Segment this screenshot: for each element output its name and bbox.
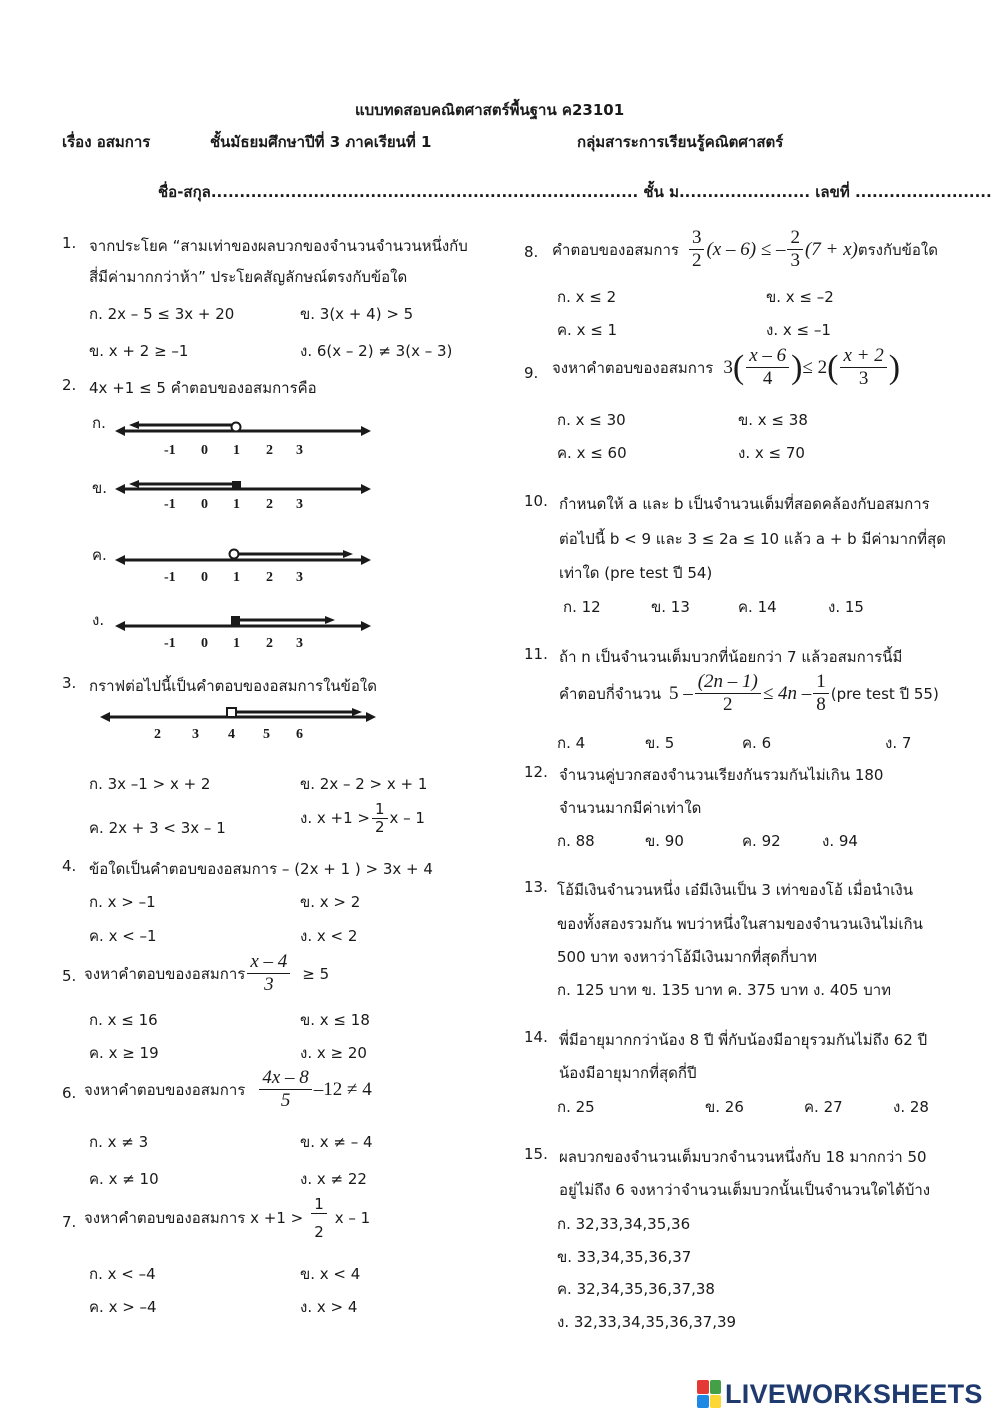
choice-a[interactable]: ก. 3x –1 > x + 2 [89,775,211,793]
tick-label: 4 [228,727,235,742]
choice-a[interactable]: ก. x < –4 [89,1265,156,1283]
choice-b[interactable]: ข. x ≠ – 4 [300,1133,373,1151]
number-line-d[interactable] [115,614,375,648]
question-number: 5. [62,967,77,985]
fraction [787,228,803,272]
choice-c[interactable]: ค. 92 [742,832,781,850]
question-text-part: 5 – [668,682,693,704]
question-text: สี่มีค่ามากกว่าห้า” ประโยคสัญลักษณ์ตรงกับข้อใด [89,268,408,286]
question-number: 14. [524,1028,548,1046]
tick-label: 2 [266,443,273,458]
choice-b[interactable]: ข. 3(x + 4) > 5 [300,305,414,323]
fraction [372,801,388,836]
fraction-numerator: x – 4 [247,952,290,974]
choice-a[interactable]: ก. 25 [557,1098,595,1116]
tick-label: 2 [266,570,273,585]
question-text-part: (x – 6) ≤ – [706,238,786,260]
choice-b[interactable]: ข. x < 4 [300,1265,361,1283]
tick-label: -1 [164,570,176,585]
choice-d[interactable]: ง. x ≥ 20 [300,1044,367,1062]
choice-text: x – 1 [389,809,425,828]
tick-label: 1 [233,570,240,585]
question-number: 12. [524,763,548,781]
choice-d[interactable]: ง. 6(x – 2) ≠ 3(x – 3) [300,342,453,360]
question-number: 13. [524,878,548,896]
tick-label: 0 [201,570,208,585]
tick-label: 3 [296,570,303,585]
question-number: 6. [62,1084,77,1102]
question-text-part: จงหาคำตอบของอสมการ [84,964,246,983]
choice-d[interactable]: ง. x ≤ 70 [738,444,805,462]
question-text-part: ≤ 2 [802,356,828,378]
question-text-part: จงหาคำตอบของอสมการ x +1 > [84,1209,304,1228]
coefficient: 3 [723,356,733,378]
choice-c[interactable]: ค. 32,34,35,36,37,38 [557,1280,715,1298]
question-text: จำนวนมากมีค่าเท่าใด [559,799,702,817]
question-text: ถ้า n เป็นจำนวนเต็มบวกที่น้อยกว่า 7 แล้วอสมการนี้มี [559,648,903,666]
fraction [247,952,290,996]
fraction-denominator: 2 [314,1222,324,1241]
tick-label: 5 [263,727,270,742]
question-number: 11. [524,645,548,663]
fraction [695,672,761,716]
fraction-numerator: (2n – 1) [695,672,761,694]
question-text: จงหาคำตอบของอสมการ 3 ( $\frac{x - 6}{4}$ ) ≤ 2 ( $\frac{x + 2}{3}$ ) [552,345,901,389]
question-text [559,672,939,716]
fraction-denominator: 3 [264,973,274,995]
choice-b[interactable]: ข. x > 2 [300,893,361,911]
choice-d[interactable]: ง. x ≠ 22 [300,1170,367,1188]
question-number: 15. [524,1145,548,1163]
fraction-denominator: 5 [280,1089,291,1111]
question-text-part: (pre test ปี 55) [830,684,939,703]
choice-b[interactable]: ข. 13 [651,598,690,616]
fraction [813,672,829,716]
choice-c[interactable]: ข. x + 2 ≥ –1 [89,342,189,360]
question-number: 7. [62,1213,77,1231]
question-text: กำหนดให้ a และ b เป็นจำนวนเต็มที่สอดคล้องกับอสมการ [559,495,930,513]
question-text-part: ≥ 5 [302,964,330,983]
choice-c[interactable]: ค. 14 [738,598,777,616]
tick-label: 0 [201,443,208,458]
number-line-b[interactable] [115,478,375,512]
choice-b[interactable]: ข. x ≤ 18 [300,1011,370,1029]
fraction-numerator: 4x – 8 [259,1068,311,1090]
question-text-part: จงหาคำตอบของอสมการ [552,358,714,377]
logo-text: LIVEWORKSHEETS [725,1378,983,1409]
question-text: จำนวนคู่บวกสองจำนวนเรียงกันรวมกันไม่เกิน 180 [559,766,884,784]
choice-c[interactable]: ค. x ≠ 10 [89,1170,159,1188]
tick-label: 3 [296,443,303,458]
question-text: 4x +1 ≤ 5 คำตอบของอสมการคือ [89,379,317,397]
question-text [552,228,938,272]
number-line-a[interactable] [115,418,375,466]
fraction-numerator: x + 2 [840,346,886,368]
choice-c[interactable]: ค. 27 [804,1098,843,1116]
grade-label: ชั้นมัธยมศึกษาปีที่ 3 ภาคเรียนที่ 1 [210,133,432,151]
fraction-numerator: 2 [787,228,803,250]
choice-a[interactable]: ก. x ≠ 3 [89,1133,149,1151]
choice-a[interactable]: ก. 12 [563,598,601,616]
number-line-graphic [100,705,380,735]
question-number: 1. [62,234,77,252]
choice-d[interactable]: ง. x < 2 [300,927,358,945]
fraction-denominator: 2 [374,817,385,836]
choice-d[interactable]: ง. 7 [885,734,912,752]
tick-label: 3 [296,636,303,651]
fraction-numerator: 1 [372,801,388,819]
question-text: จากประโยค “สามเท่าของผลบวกของจำนวนจำนวนหนึ่งกับ [89,237,468,255]
choice-d[interactable]: ง. 15 [828,598,864,616]
number-line-graphic [115,478,375,508]
liveworksheets-logo[interactable] [697,1378,983,1410]
choice-d[interactable]: ง. x > 4 [300,1298,358,1316]
tick-label: 1 [233,636,240,651]
choice-c[interactable]: ค. x ≥ 19 [89,1044,159,1062]
choice-d-label[interactable]: ง. [92,611,105,629]
fraction [689,228,705,272]
logo-icon [697,1380,721,1408]
tick-label: -1 [164,443,176,458]
choice-c[interactable]: ค. x > –4 [89,1298,157,1316]
tick-label: 3 [296,497,303,512]
choice-b[interactable]: ข. 2x – 2 > x + 1 [300,775,428,793]
question-number: 9. [524,364,539,382]
choice-a[interactable]: ก. 4 [557,734,586,752]
number-line-graphic [115,548,375,578]
question-text [84,952,329,996]
question-text-part: x – 1 [334,1209,371,1228]
question-text-part: คำตอบกี่จำนวน [559,684,661,703]
question-text-part: ≤ 4n – [762,682,812,704]
fraction [259,1068,311,1112]
choice-d[interactable]: ง. 28 [893,1098,929,1116]
choice-c[interactable]: ค. 6 [742,734,772,752]
choice-a[interactable]: ก. x ≤ 30 [557,411,626,429]
question-text: อยู่ไม่ถึง 6 จงหาว่าจำนวนเต็มบวกนั้นเป็นจำนวนใดได้บ้าง [559,1181,931,1199]
fraction-numerator: 1 [813,672,829,694]
fraction-numerator: x – 6 [746,346,789,368]
tick-label: 3 [192,727,199,742]
question-text: ผลบวกของจำนวนเต็มบวกจำนวนหนึ่งกับ 18 มากกว่า 50 [559,1148,927,1166]
tick-label: 1 [233,443,240,458]
fraction [840,346,886,390]
question-text: น้องมีอายุมากที่สุดกี่ปี [559,1064,697,1082]
question-number: 10. [524,492,548,510]
choice-a[interactable]: ก. x > –1 [89,893,156,911]
choice-a[interactable]: ก. x ≤ 16 [89,1011,158,1029]
question-number: 3. [62,674,77,692]
tick-label: 2 [154,727,161,742]
fraction-denominator: 2 [723,693,733,715]
question-text-part: ตรงกับข้อใด [857,240,938,259]
choice-d[interactable]: ง. 32,33,34,35,36,37,39 [557,1313,737,1331]
choice-c[interactable]: ค. x ≤ 60 [557,444,627,462]
choice-b[interactable]: ข. 33,34,35,36,37 [557,1248,692,1266]
subject-group-label: กลุ่มสาระการเรียนรู้คณิตศาสตร์ [577,133,784,151]
question-text [84,1068,372,1112]
tick-label: -1 [164,497,176,512]
choice-a[interactable]: ก. 88 [557,832,595,850]
fraction-denominator: 3 [858,367,869,389]
question-number: 4. [62,857,77,875]
topic-label: เรื่อง อสมการ [62,133,151,151]
choice-d[interactable]: ง. 94 [822,832,858,850]
choice-b-label[interactable]: ข. [92,479,108,497]
page-title: แบบทดสอบคณิตศาสตร์พื้นฐาน ค23101 [355,101,625,119]
fraction-numerator: 3 [689,228,705,250]
fraction [311,1196,327,1241]
choice-b[interactable]: ข. 5 [645,734,675,752]
question-text: พี่มีอายุมากกว่าน้อง 8 ปี พี่กับน้องมีอายุรวมกันไม่ถึง 62 ปี [559,1031,928,1049]
choice-c[interactable]: ค. x < –1 [89,927,157,945]
tick-label: 0 [201,497,208,512]
question-text: ต่อไปนี้ b < 9 และ 3 ≤ 2a ≤ 10 แล้ว a + b มีค่ามากที่สุด [559,530,946,548]
question-text: 500 บาท จงหาว่าโอ้มีเงินมากที่สุดกี่บาท [557,948,818,966]
question-text-part: จงหาคำตอบของอสมการ [84,1080,246,1099]
question-number: 8. [524,243,539,261]
question-number: 2. [62,376,77,394]
number-line-c[interactable] [115,548,375,582]
tick-label: 2 [266,636,273,651]
tick-label: 2 [266,497,273,512]
number-line-graphic [115,614,375,644]
tick-label: -1 [164,636,176,651]
choice-b[interactable]: ข. 26 [705,1098,744,1116]
name-line[interactable]: ชื่อ-สกุล........................................................................... ชั้น ม....................... เลขที่ ........................ [158,183,992,201]
tick-label: 0 [201,636,208,651]
choice-d[interactable]: ง. x ≤ –1 [766,321,831,339]
question-text [84,1196,370,1241]
fraction-numerator: 1 [311,1196,327,1214]
choice-a[interactable]: ก. x ≤ 2 [557,288,617,306]
choices-row[interactable]: ก. 125 บาท ข. 135 บาท ค. 375 บาท ง. 405 บาท [557,981,892,999]
choice-b[interactable]: ข. 90 [645,832,684,850]
choice-b[interactable]: ข. x ≤ –2 [766,288,834,306]
tick-label: 1 [233,497,240,512]
question-text: โอ้มีเงินจำนวนหนึ่ง เอ๋มีเงินเป็น 3 เท่าของโอ้ เมื่อนำเงิน [557,881,914,899]
question-text: ข้อใดเป็นคำตอบของอสมการ – (2x + 1 ) > 3x + 4 [89,860,433,878]
question-text-part: คำตอบของอสมการ [552,240,679,259]
choice-c[interactable]: ค. 2x + 3 < 3x – 1 [89,819,226,837]
number-line-q3 [100,705,380,739]
question-text-part: –12 ≠ 4 [313,1078,372,1100]
choice-a[interactable]: ก. 32,33,34,35,36 [557,1215,691,1233]
choice-a-label[interactable]: ก. [92,414,106,432]
question-text-part: (7 + x) [804,238,858,260]
tick-label: 6 [296,727,303,742]
fraction-denominator: 2 [691,249,702,271]
choice-c[interactable]: ค. x ≤ 1 [557,321,618,339]
question-text: กราฟต่อไปนี้เป็นคำตอบของอสมการในข้อใด [89,677,377,695]
choice-c-label[interactable]: ค. [92,546,107,564]
fraction-denominator: 3 [790,249,800,271]
fraction-denominator: 4 [762,367,773,389]
choice-d[interactable] [300,801,425,836]
fraction [746,346,789,390]
choice-a[interactable]: ก. 2x – 5 ≤ 3x + 20 [89,305,235,323]
choice-text: ง. x +1 > [300,809,370,828]
question-text: ของทั้งสองรวมกัน พบว่าหนึ่งในสามของจำนวนเงินไม่เกิน [557,915,923,933]
fraction-denominator: 8 [816,693,826,715]
question-text: เท่าใด (pre test ปี 54) [559,564,713,582]
choice-b[interactable]: ข. x ≤ 38 [738,411,808,429]
number-line-graphic [115,418,375,462]
